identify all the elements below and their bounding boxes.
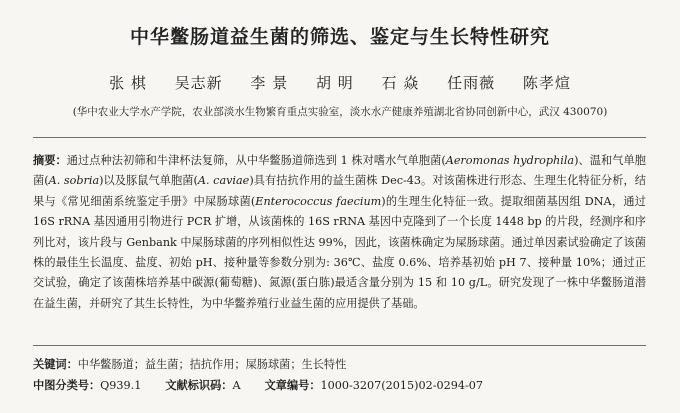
abstract-label: 摘要：: [33, 154, 67, 167]
author-name: 张 棋: [109, 74, 147, 92]
classification-line: [33, 377, 646, 393]
author-name: 任雨薇: [447, 74, 496, 92]
species-name: Enterococcus faecium: [255, 194, 382, 208]
author-name: 石 焱: [381, 74, 420, 92]
author-name: 陈孝煊: [522, 74, 571, 92]
doc-code-field: [165, 377, 240, 393]
clc-value: Q939.1: [100, 379, 142, 392]
abstract-text: 通过点种法初筛和牛津杯法复筛，从中华鳖肠道筛选到 1 株对嗜水气单胞菌(: [66, 154, 446, 167]
doc-code-label: 文献标识码：: [165, 379, 233, 392]
article-no-value: 1000-3207(2015)02-0294-07: [320, 379, 483, 392]
author-list: [0, 72, 680, 93]
author-name: 李 景: [250, 74, 289, 92]
abstract-text: )的生理生化特征一致。提取细菌基因组 DNA，通过 16S rRNA 基因通用引物进行 PCR 扩增，从该菌株的 16S rRNA 基因中克隆到了一个长度 1448 bp 的片段，经测序和序列比对，该片段与 Genbank 中屎肠球菌的序列相似性达 99%，因此，该菌株确定为屎肠球菌。通过单因素试验确定了该菌株的最佳生长温度、盐度、初始 pH、接种量等参数分别为: 36℃、盐度 0.6%、培养基初始 pH 7、接种量 10%；通过正交试验，确定了该菌株培养基中碳源(葡萄糖)、氮源(蛋白胨)最适含量分别为 15 和 10 g/L。研究发现了一株中华鳖肠道潜在益生菌，并研究了其生长特性，为中华鳖养殖行业益生菌的应用提供了基础。: [33, 194, 646, 310]
species-name: Aeromonas hydrophila: [445, 154, 575, 167]
species-name: A. sobria: [48, 174, 100, 188]
bottom-divider: [33, 345, 646, 346]
author-name: 胡 明: [315, 74, 354, 92]
keywords-label: 关键词：: [33, 358, 78, 371]
author-name: 吴志新: [174, 74, 223, 92]
abstract-text: )具有拮抗作用的益生菌株 Dec-43。对该菌株进行形态、生理生化特征分析，结果与《常见细菌系统鉴定手册》中屎肠球菌(: [33, 174, 646, 208]
keywords-value: 中华鳖肠道；益生菌；拮抗作用；屎肠球菌；生长特性: [77, 358, 347, 371]
doc-code-value: A: [232, 379, 241, 392]
clc-label: 中图分类号：: [33, 379, 101, 392]
abstract-text: )、温和气单胞菌(: [33, 154, 646, 188]
top-divider: [33, 137, 646, 138]
clc-field: [33, 377, 141, 393]
affiliation: (华中农业大学水产学院，农业部淡水生物繁育重点实验室，淡水水产健康养殖湖北省协同创新中心，武汉 430070): [72, 106, 608, 118]
species-name: A. caviae: [197, 174, 250, 188]
keywords-line: [33, 356, 646, 372]
article-no-field: [265, 377, 483, 393]
abstract-paragraph: [33, 151, 646, 314]
paper-title: 中华鳖肠道益生菌的筛选、鉴定与生长特性研究: [129, 26, 550, 48]
article-no-label: 文章编号：: [264, 379, 321, 392]
abstract-text: )以及豚鼠气单胞菌(: [99, 174, 198, 188]
